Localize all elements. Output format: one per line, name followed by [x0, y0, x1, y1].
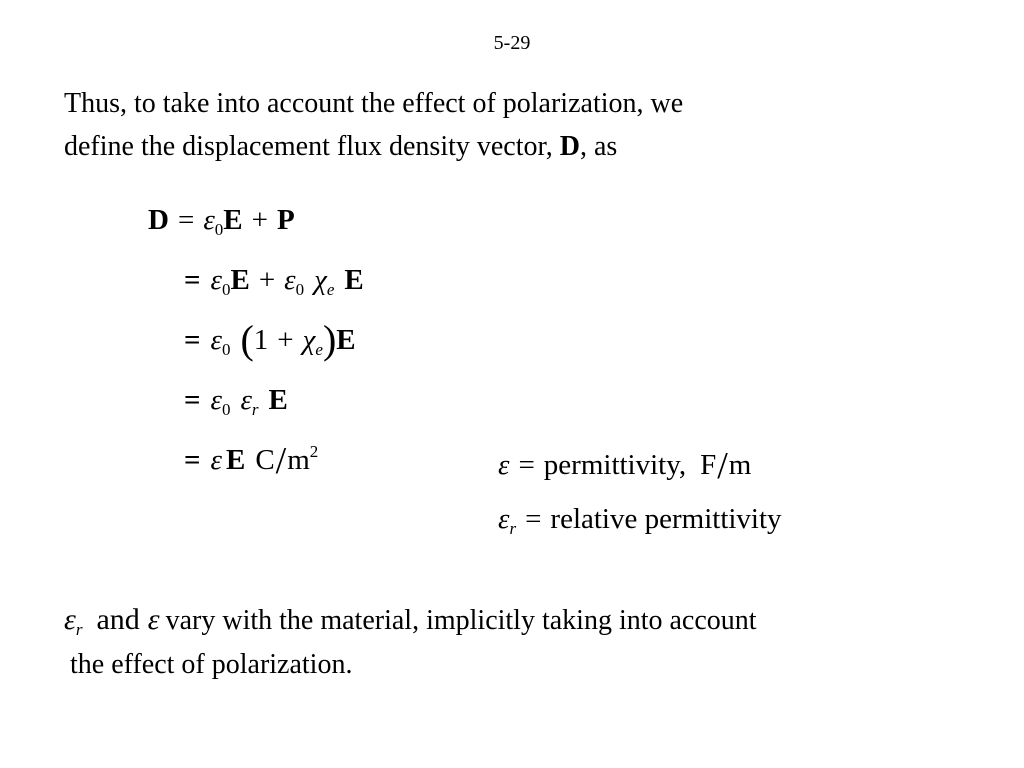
note-line-1-text: vary with the material, implicitly taking into account	[165, 605, 757, 636]
symbol-E: E	[344, 264, 364, 296]
symbol-E: E	[230, 264, 250, 296]
unit-meter: m	[728, 449, 752, 481]
equals-sign: =	[177, 204, 195, 236]
symbol-D: D	[148, 204, 169, 236]
equals-sign: =	[184, 384, 201, 416]
unit-slash: /	[717, 445, 728, 487]
and-word: and	[96, 603, 140, 636]
subscript-0: 0	[221, 280, 231, 299]
intro-line-2-suffix: , as	[579, 131, 618, 162]
definition-permittivity	[498, 445, 752, 487]
left-paren: (	[240, 317, 254, 362]
subscript-e: e	[326, 280, 335, 299]
note-line-2: the effect of polarization.	[70, 649, 353, 680]
plus-sign: +	[277, 324, 294, 356]
intro-paragraph	[64, 82, 683, 168]
chi-symbol: χ	[302, 324, 316, 356]
equals-sign: =	[184, 444, 201, 476]
subscript-0: 0	[221, 340, 231, 359]
equation-row-5	[184, 440, 319, 482]
equation-row-3	[184, 317, 356, 362]
equals-sign: =	[184, 264, 201, 296]
plus-sign: +	[258, 264, 276, 296]
symbol-E: E	[225, 444, 246, 476]
note-line-1	[64, 598, 757, 643]
unit-coulomb: C	[255, 444, 275, 476]
unit-farad: F	[700, 449, 717, 481]
slide-number: 5-29	[493, 32, 531, 54]
epsilon-symbol: ε	[210, 324, 222, 356]
relative-permittivity-text: relative permittivity	[550, 503, 782, 535]
plus-sign: +	[251, 204, 268, 236]
equals-sign: =	[525, 503, 542, 535]
epsilon-symbol: ε	[210, 444, 222, 476]
intro-line-2-prefix: define the displacement flux density vector,	[64, 131, 560, 162]
intro-line-1: Thus, to take into account the effect of polarization, we	[64, 88, 684, 119]
epsilon-symbol: ε	[240, 384, 252, 416]
equation-row-2	[184, 263, 364, 297]
symbol-E: E	[223, 204, 243, 236]
intro-bold-D: D	[559, 131, 580, 162]
epsilon-symbol: ε	[147, 603, 160, 636]
unit-slash: /	[275, 440, 287, 482]
epsilon-symbol: ε	[498, 503, 510, 535]
epsilon-symbol: ε	[210, 264, 222, 296]
intro-line-2	[64, 125, 683, 168]
unit-exponent: 2	[309, 442, 319, 461]
symbol-P: P	[276, 204, 295, 236]
equals-sign: =	[518, 449, 535, 481]
epsilon-symbol: ε	[284, 264, 296, 296]
definition-relative-permittivity	[498, 502, 782, 536]
epsilon-symbol: ε	[64, 603, 76, 636]
epsilon-symbol: ε	[498, 449, 510, 481]
equals-sign: =	[184, 324, 201, 356]
equation-row-1	[148, 203, 295, 237]
symbol-E: E	[336, 324, 356, 356]
note-paragraph	[64, 598, 757, 687]
epsilon-symbol: ε	[210, 384, 222, 416]
chi-symbol: χ	[314, 264, 327, 296]
subscript-r: r	[509, 519, 517, 538]
subscript-r: r	[251, 400, 259, 419]
subscript-0: 0	[221, 400, 231, 419]
unit-meter: m	[287, 444, 310, 476]
subscript-0: 0	[214, 220, 224, 239]
subscript-0: 0	[295, 280, 305, 299]
epsilon-symbol: ε	[203, 204, 215, 236]
number-one: 1	[253, 324, 269, 356]
subscript-r: r	[75, 620, 83, 639]
equation-row-4	[184, 383, 288, 417]
permittivity-text: permittivity,	[543, 449, 687, 481]
symbol-E: E	[268, 384, 288, 416]
right-paren: )	[322, 317, 337, 362]
subscript-e: e	[315, 340, 323, 359]
